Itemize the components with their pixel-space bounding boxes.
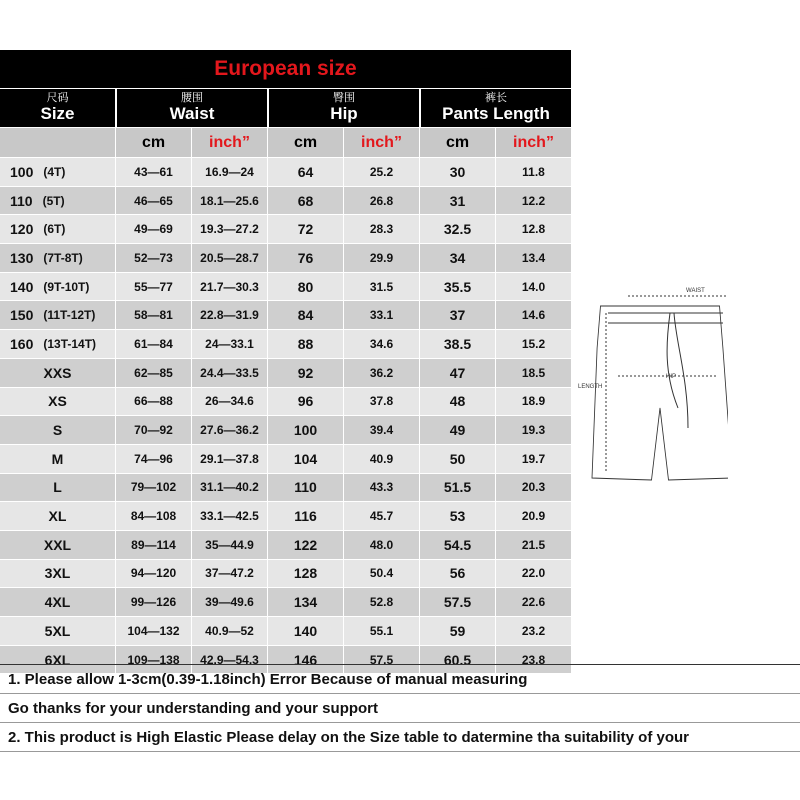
- size-cell: [0, 445, 115, 473]
- table-row: [0, 300, 571, 329]
- hip-cm-cell: 72: [267, 215, 343, 243]
- length-cm-cell: 32.5: [419, 215, 495, 243]
- size-table: [0, 50, 571, 673]
- size-cell: [0, 359, 115, 387]
- length-inch-cell: 23.2: [495, 617, 571, 645]
- length-inch-cell: 15.2: [495, 330, 571, 358]
- header-hip-en: Hip: [330, 104, 358, 123]
- age-label: (7T-8T): [43, 250, 83, 265]
- size-cell: [0, 244, 115, 272]
- length-inch-cell: 11.8: [495, 158, 571, 186]
- hip-inch-cell: 28.3: [343, 215, 419, 243]
- diagram-length-label: LENGTH: [578, 384, 603, 390]
- hip-inch-cell: 36.2: [343, 359, 419, 387]
- unit-row: [0, 127, 571, 157]
- hip-inch-cell: 55.1: [343, 617, 419, 645]
- notes: [0, 664, 800, 752]
- hip-inch-cell: 40.9: [343, 445, 419, 473]
- length-inch-cell: 20.3: [495, 474, 571, 502]
- table-row: [0, 243, 571, 272]
- table-row: [0, 444, 571, 473]
- hip-cm-cell: 104: [267, 445, 343, 473]
- hip-cm-cell: 146: [267, 646, 343, 674]
- hip-inch-cell: 26.8: [343, 187, 419, 215]
- waist-inch-cell: 40.9—52: [191, 617, 267, 645]
- length-cm-cell: 47: [419, 359, 495, 387]
- table-row: [0, 272, 571, 301]
- table-row: [0, 415, 571, 444]
- waist-inch-cell: 16.9—24: [191, 158, 267, 186]
- header-hip: [267, 89, 419, 127]
- table-row: [0, 157, 571, 186]
- waist-cm-cell: 62—85: [115, 359, 191, 387]
- hip-cm-cell: 140: [267, 617, 343, 645]
- waist-cm-cell: 94—120: [115, 560, 191, 588]
- hip-inch-cell: 50.4: [343, 560, 419, 588]
- size-label: M: [51, 450, 64, 467]
- length-inch-cell: 23.8: [495, 646, 571, 674]
- waist-cm-cell: 49—69: [115, 215, 191, 243]
- waist-cm-cell: 109—138: [115, 646, 191, 674]
- hip-inch-cell: 34.6: [343, 330, 419, 358]
- table-row: [0, 501, 571, 530]
- size-label: 130: [10, 249, 34, 266]
- length-inch-cell: 20.9: [495, 502, 571, 530]
- size-cell: [0, 474, 115, 502]
- age-label: (13T-14T): [43, 336, 97, 351]
- header-waist-en: Waist: [169, 104, 215, 123]
- waist-inch-cell: 20.5—28.7: [191, 244, 267, 272]
- age-label: (4T): [43, 164, 66, 179]
- waist-inch-cell: 21.7—30.3: [191, 273, 267, 301]
- waist-cm-cell: 61—84: [115, 330, 191, 358]
- length-inch-cell: 14.6: [495, 301, 571, 329]
- length-cm-cell: 38.5: [419, 330, 495, 358]
- size-cell: [0, 588, 115, 616]
- hip-inch-cell: 48.0: [343, 531, 419, 559]
- length-cm-cell: 30: [419, 158, 495, 186]
- waist-cm-cell: 52—73: [115, 244, 191, 272]
- length-cm-cell: 50: [419, 445, 495, 473]
- unit-blank: [0, 128, 115, 157]
- size-cell: [0, 187, 115, 215]
- note-1: 1. Please allow 1-3cm(0.39-1.18inch) Error Because of manual measuring: [0, 665, 800, 694]
- waist-inch-cell: 24—33.1: [191, 330, 267, 358]
- length-inch-cell: 18.9: [495, 388, 571, 416]
- length-cm-cell: 51.5: [419, 474, 495, 502]
- size-label: 140: [10, 278, 34, 295]
- unit-cm: cm: [115, 128, 191, 157]
- waist-cm-cell: 43—61: [115, 158, 191, 186]
- length-cm-cell: 48: [419, 388, 495, 416]
- size-label: 120: [10, 221, 34, 238]
- size-label: 5XL: [44, 622, 71, 639]
- hip-cm-cell: 68: [267, 187, 343, 215]
- size-label: XL: [48, 508, 67, 525]
- age-label: (9T-10T): [43, 279, 90, 294]
- waist-inch-cell: 35—44.9: [191, 531, 267, 559]
- hip-cm-cell: 80: [267, 273, 343, 301]
- table-row: [0, 559, 571, 588]
- length-cm-cell: 54.5: [419, 531, 495, 559]
- length-inch-cell: 14.0: [495, 273, 571, 301]
- hip-inch-cell: 29.9: [343, 244, 419, 272]
- unit-cm: cm: [419, 128, 495, 157]
- length-inch-cell: 19.3: [495, 416, 571, 444]
- size-cell: [0, 273, 115, 301]
- size-cell: [0, 158, 115, 186]
- size-label: XXS: [43, 364, 72, 381]
- age-label: (11T-12T): [43, 308, 96, 323]
- size-label: 4XL: [44, 594, 71, 611]
- age-label: (6T): [43, 222, 66, 237]
- header-row: [0, 88, 571, 127]
- size-cell: [0, 215, 115, 243]
- size-label: 6XL: [44, 651, 71, 668]
- hip-cm-cell: 64: [267, 158, 343, 186]
- size-cell: [0, 560, 115, 588]
- length-cm-cell: 31: [419, 187, 495, 215]
- waist-inch-cell: 26—34.6: [191, 388, 267, 416]
- length-cm-cell: 37: [419, 301, 495, 329]
- header-waist: [115, 89, 267, 127]
- shorts-diagram: [578, 288, 728, 488]
- length-cm-cell: 59: [419, 617, 495, 645]
- waist-inch-cell: 18.1—25.6: [191, 187, 267, 215]
- hip-cm-cell: 110: [267, 474, 343, 502]
- length-cm-cell: 60.5: [419, 646, 495, 674]
- hip-cm-cell: 92: [267, 359, 343, 387]
- hip-cm-cell: 100: [267, 416, 343, 444]
- hip-inch-cell: 45.7: [343, 502, 419, 530]
- length-cm-cell: 57.5: [419, 588, 495, 616]
- length-inch-cell: 12.2: [495, 187, 571, 215]
- length-cm-cell: 35.5: [419, 273, 495, 301]
- length-cm-cell: 53: [419, 502, 495, 530]
- length-cm-cell: 56: [419, 560, 495, 588]
- length-inch-cell: 22.0: [495, 560, 571, 588]
- hip-cm-cell: 122: [267, 531, 343, 559]
- age-label: (5T): [42, 193, 65, 208]
- waist-cm-cell: 74—96: [115, 445, 191, 473]
- waist-cm-cell: 84—108: [115, 502, 191, 530]
- table-row: [0, 186, 571, 215]
- waist-inch-cell: 31.1—40.2: [191, 474, 267, 502]
- hip-inch-cell: 57.5: [343, 646, 419, 674]
- header-length-en: Pants Length: [442, 104, 550, 123]
- table-row: [0, 358, 571, 387]
- waist-inch-cell: 29.1—37.8: [191, 445, 267, 473]
- hip-inch-cell: 31.5: [343, 273, 419, 301]
- unit-inch: inch”: [495, 128, 571, 157]
- waist-cm-cell: 79—102: [115, 474, 191, 502]
- table-row: [0, 587, 571, 616]
- waist-inch-cell: 27.6—36.2: [191, 416, 267, 444]
- table-row: [0, 473, 571, 502]
- waist-inch-cell: 33.1—42.5: [191, 502, 267, 530]
- size-label: 3XL: [44, 565, 71, 582]
- hip-cm-cell: 88: [267, 330, 343, 358]
- waist-cm-cell: 89—114: [115, 531, 191, 559]
- hip-cm-cell: 84: [267, 301, 343, 329]
- table-row: [0, 214, 571, 243]
- diagram-waist-label: WAIST: [686, 288, 705, 294]
- waist-cm-cell: 66—88: [115, 388, 191, 416]
- waist-inch-cell: 42.9—54.3: [191, 646, 267, 674]
- size-label: L: [53, 479, 62, 496]
- size-label: 100: [10, 163, 34, 180]
- waist-inch-cell: 39—49.6: [191, 588, 267, 616]
- size-cell: [0, 502, 115, 530]
- header-length-zh: 裤长: [485, 91, 507, 104]
- length-cm-cell: 49: [419, 416, 495, 444]
- size-cell: [0, 330, 115, 358]
- table-row: [0, 530, 571, 559]
- unit-inch: inch”: [343, 128, 419, 157]
- waist-cm-cell: 104—132: [115, 617, 191, 645]
- waist-cm-cell: 58—81: [115, 301, 191, 329]
- waist-inch-cell: 22.8—31.9: [191, 301, 267, 329]
- waist-cm-cell: 70—92: [115, 416, 191, 444]
- table-row: [0, 387, 571, 416]
- length-inch-cell: 18.5: [495, 359, 571, 387]
- hip-cm-cell: 116: [267, 502, 343, 530]
- hip-inch-cell: 43.3: [343, 474, 419, 502]
- size-cell: [0, 617, 115, 645]
- unit-inch: inch”: [191, 128, 267, 157]
- length-inch-cell: 19.7: [495, 445, 571, 473]
- table-body: [0, 157, 571, 673]
- waist-cm-cell: 46—65: [115, 187, 191, 215]
- note-3: 2. This product is High Elastic Please delay on the Size table to datermine tha suitability of your: [0, 723, 800, 752]
- unit-cm: cm: [267, 128, 343, 157]
- hip-inch-cell: 52.8: [343, 588, 419, 616]
- size-cell: [0, 301, 115, 329]
- size-label: XXL: [43, 536, 72, 553]
- waist-inch-cell: 24.4—33.5: [191, 359, 267, 387]
- length-inch-cell: 22.6: [495, 588, 571, 616]
- size-label: S: [52, 422, 63, 439]
- header-length: [419, 89, 571, 127]
- header-size-en: Size: [40, 104, 75, 123]
- hip-inch-cell: 39.4: [343, 416, 419, 444]
- hip-inch-cell: 37.8: [343, 388, 419, 416]
- length-cm-cell: 34: [419, 244, 495, 272]
- table-title: European size: [0, 50, 571, 88]
- size-cell: [0, 388, 115, 416]
- size-label: 110: [10, 192, 33, 209]
- header-waist-zh: 腰围: [181, 91, 203, 104]
- waist-inch-cell: 19.3—27.2: [191, 215, 267, 243]
- size-label: 160: [10, 335, 34, 352]
- diagram-hip-label: HIP: [666, 374, 677, 380]
- note-2: Go thanks for your understanding and your support: [0, 694, 800, 723]
- header-size-zh: 尺码: [46, 91, 69, 104]
- waist-inch-cell: 37—47.2: [191, 560, 267, 588]
- length-inch-cell: 21.5: [495, 531, 571, 559]
- size-cell: [0, 531, 115, 559]
- table-row: [0, 616, 571, 645]
- hip-inch-cell: 25.2: [343, 158, 419, 186]
- hip-cm-cell: 96: [267, 388, 343, 416]
- hip-inch-cell: 33.1: [343, 301, 419, 329]
- hip-cm-cell: 134: [267, 588, 343, 616]
- size-label: XS: [48, 393, 67, 410]
- header-size: [0, 89, 115, 127]
- length-inch-cell: 13.4: [495, 244, 571, 272]
- table-row: [0, 329, 571, 358]
- size-cell: [0, 416, 115, 444]
- header-hip-zh: 臀围: [333, 91, 355, 104]
- hip-cm-cell: 76: [267, 244, 343, 272]
- length-inch-cell: 12.8: [495, 215, 571, 243]
- waist-cm-cell: 99—126: [115, 588, 191, 616]
- waist-cm-cell: 55—77: [115, 273, 191, 301]
- size-label: 150: [10, 307, 34, 324]
- hip-cm-cell: 128: [267, 560, 343, 588]
